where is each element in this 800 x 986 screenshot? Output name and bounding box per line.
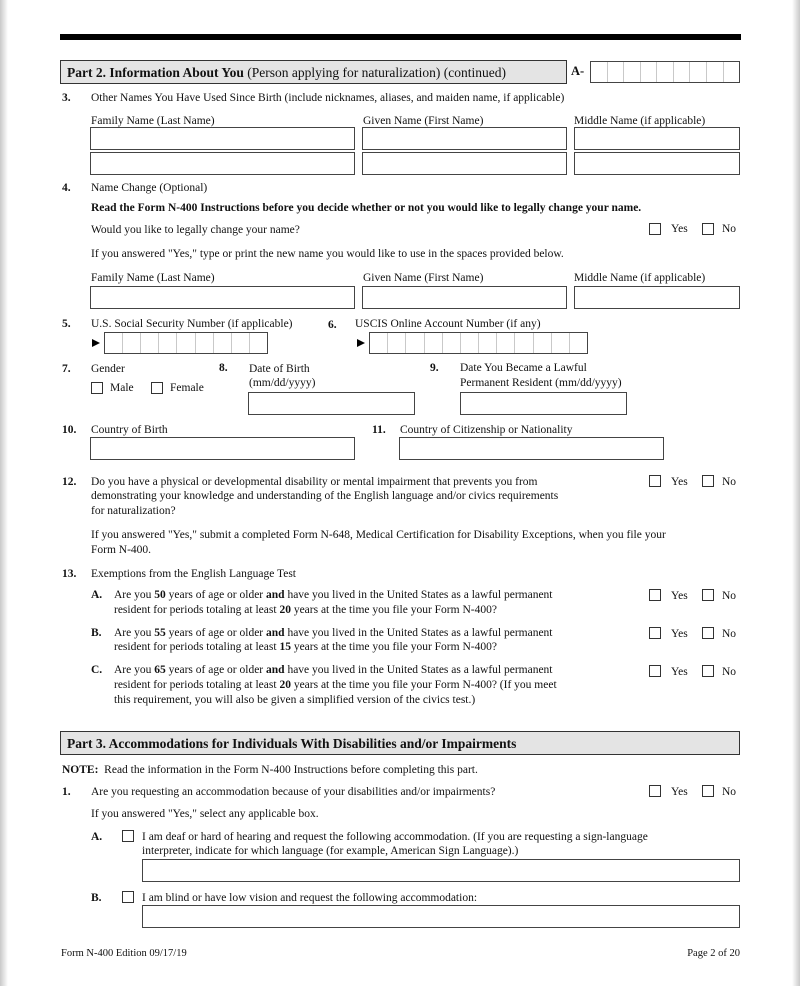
male-checkbox[interactable] [91,382,103,394]
q3-middle-label: Middle Name (if applicable) [574,115,706,127]
q7-label: Gender [91,363,125,375]
q3-middle-input-1[interactable] [574,127,740,150]
q4-no-label: No [722,223,737,235]
q12-note-line2: Form N-400. [91,544,152,556]
q4-family-label: Family Name (Last Name) [91,272,215,284]
part3-q1-yes-checkbox[interactable] [649,785,661,797]
q13c-no-label: No [722,666,737,678]
q12-line3: for naturalization? [91,505,176,517]
q6-label: USCIS Online Account Number (if any) [355,318,541,330]
q13a-no-checkbox[interactable] [702,589,714,601]
q13-label: Exemptions from the English Language Test [91,568,296,580]
male-label: Male [110,382,134,394]
arrow-right-icon [357,339,365,347]
part3-q1-number: 1. [62,786,71,798]
q3-given-label: Given Name (First Name) [363,115,484,127]
q10-number: 10. [62,424,77,436]
part3-b-letter: B. [91,892,102,904]
q4-middle-input[interactable] [574,286,740,309]
q3-number: 3. [62,92,71,104]
country-of-birth-input[interactable] [90,437,355,460]
q13c-yes-label: Yes [671,666,688,678]
q4-number: 4. [62,182,71,194]
q13b-line1: Are you 55 years of age or older and have you lived in the United States as a lawful permanent [114,627,553,639]
country-of-citizenship-input[interactable] [399,437,664,460]
q10-label: Country of Birth [91,424,168,436]
q8-label-line1: Date of Birth [249,363,310,375]
page-number: Page 2 of 20 [687,948,740,959]
q12-line1: Do you have a physical or developmental disability or mental impairment that prevents you from [91,476,538,488]
part2-subtitle: (Person applying for naturalization) (continued) [247,65,506,80]
q4-no-checkbox[interactable] [702,223,714,235]
page-edge-right [792,0,800,986]
q3-given-input-2[interactable] [362,152,567,175]
blind-accommodation-checkbox[interactable] [122,891,134,903]
q13b-no-checkbox[interactable] [702,627,714,639]
part3-q1-label: Are you requesting an accommodation because of your disabilities and/or impairments? [91,786,496,798]
q4-instruction: Read the Form N-400 Instructions before you decide whether or not you would like to legally change your name. [91,202,642,214]
q9-label-line2: Permanent Resident (mm/dd/yyyy) [460,377,622,389]
q3-label: Other Names You Have Used Since Birth (include nicknames, aliases, and maiden name, if applicable) [91,92,565,104]
part3-q1-yes-label: Yes [671,786,688,798]
form-edition: Form N-400 Edition 09/17/19 [61,948,187,959]
deaf-accommodation-input[interactable] [142,859,740,882]
q4-given-input[interactable] [362,286,567,309]
q13a-yes-label: Yes [671,590,688,602]
date-of-birth-input[interactable] [248,392,415,415]
q13b-letter: B. [91,627,102,639]
deaf-accommodation-checkbox[interactable] [122,830,134,842]
q13b-line2: resident for periods totaling at least 15 years at the time you file your Form N-400? [114,641,497,653]
q13a-no-label: No [722,590,737,602]
q13a-letter: A. [91,589,103,601]
part3-header: Part 3. Accommodations for Individuals With Disabilities and/or Impairments [60,731,740,755]
q8-number: 8. [219,362,228,374]
header-rule [60,34,741,40]
part3-a-letter: A. [91,831,103,843]
q12-line2: demonstrating your knowledge and understanding of the English language and/or civics requirements [91,490,559,502]
q4-given-label: Given Name (First Name) [363,272,484,284]
q5-label: U.S. Social Security Number (if applicable) [91,318,293,330]
q6-number: 6. [328,319,337,331]
arrow-right-icon [92,339,100,347]
q3-given-input-1[interactable] [362,127,567,150]
q4-family-input[interactable] [90,286,355,309]
part3-b-line1: I am blind or have low vision and request the following accommodation: [142,892,478,904]
q3-family-input-2[interactable] [90,152,355,175]
q13-number: 13. [62,568,77,580]
q13c-line3: this requirement, you will also be given a simplified version of the civics test.) [114,694,476,706]
part3-a-line1: I am deaf or hard of hearing and request the following accommodation. (If you are requesting a sign-language [142,831,648,843]
uscis-account-field[interactable] [369,332,588,354]
q3-family-label: Family Name (Last Name) [91,115,215,127]
q4-if-yes-note: If you answered "Yes," type or print the new name you would like to use in the spaces provided below. [91,248,564,260]
q13a-line1: Are you 50 years of age or older and have you lived in the United States as a lawful permanent [114,589,553,601]
part3-q1-no-label: No [722,786,737,798]
q5-number: 5. [62,318,71,330]
part2-title: Part 2. Information About You [67,65,244,80]
q12-yes-label: Yes [671,476,688,488]
q12-number: 12. [62,476,77,488]
q11-label: Country of Citizenship or Nationality [400,424,573,436]
part3-note: NOTE: Read the information in the Form N-400 Instructions before completing this part. [62,764,478,776]
q11-number: 11. [372,424,386,436]
part3-q1-no-checkbox[interactable] [702,785,714,797]
q13c-letter: C. [91,664,103,676]
q9-label-line1: Date You Became a Lawful [460,362,587,374]
q4-middle-label: Middle Name (if applicable) [574,272,706,284]
q4-label: Name Change (Optional) [91,182,208,194]
q3-middle-input-2[interactable] [574,152,740,175]
q3-family-input-1[interactable] [90,127,355,150]
q13b-yes-label: Yes [671,628,688,640]
permanent-resident-date-input[interactable] [460,392,627,415]
a-number-label: A- [571,64,585,78]
female-checkbox[interactable] [151,382,163,394]
q7-number: 7. [62,363,71,375]
q13b-no-label: No [722,628,737,640]
a-number-field[interactable] [590,61,740,83]
q4-yes-checkbox[interactable] [649,223,661,235]
q4-question: Would you like to legally change your name? [91,224,300,236]
page-edge-left [0,0,8,986]
q13c-yes-checkbox[interactable] [649,665,661,677]
q13c-line2: resident for periods totaling at least 20 years at the time you file your Form N-400? (If you meet [114,679,557,691]
q12-yes-checkbox[interactable] [649,475,661,487]
part2-header [60,60,567,84]
q13a-line2: resident for periods totaling at least 20 years at the time you file your Form N-400? [114,604,497,616]
q13b-yes-checkbox[interactable] [649,627,661,639]
q8-label-line2: (mm/dd/yyyy) [249,377,316,389]
q12-no-checkbox[interactable] [702,475,714,487]
part3-if-yes-note: If you answered "Yes," select any applicable box. [91,808,319,820]
female-label: Female [170,382,204,394]
ssn-field[interactable] [104,332,268,354]
blind-accommodation-input[interactable] [142,905,740,928]
q13a-yes-checkbox[interactable] [649,589,661,601]
q9-number: 9. [430,362,439,374]
q12-no-label: No [722,476,737,488]
q4-yes-label: Yes [671,223,688,235]
part3-a-line2: interpreter, indicate for which language (for example, American Sign Language).) [142,845,519,857]
q13c-line1: Are you 65 years of age or older and have you lived in the United States as a lawful permanent [114,664,553,676]
q13c-no-checkbox[interactable] [702,665,714,677]
q12-note-line1: If you answered "Yes," submit a completed Form N-648, Medical Certification for Disability Exceptions, when you file your [91,529,666,541]
